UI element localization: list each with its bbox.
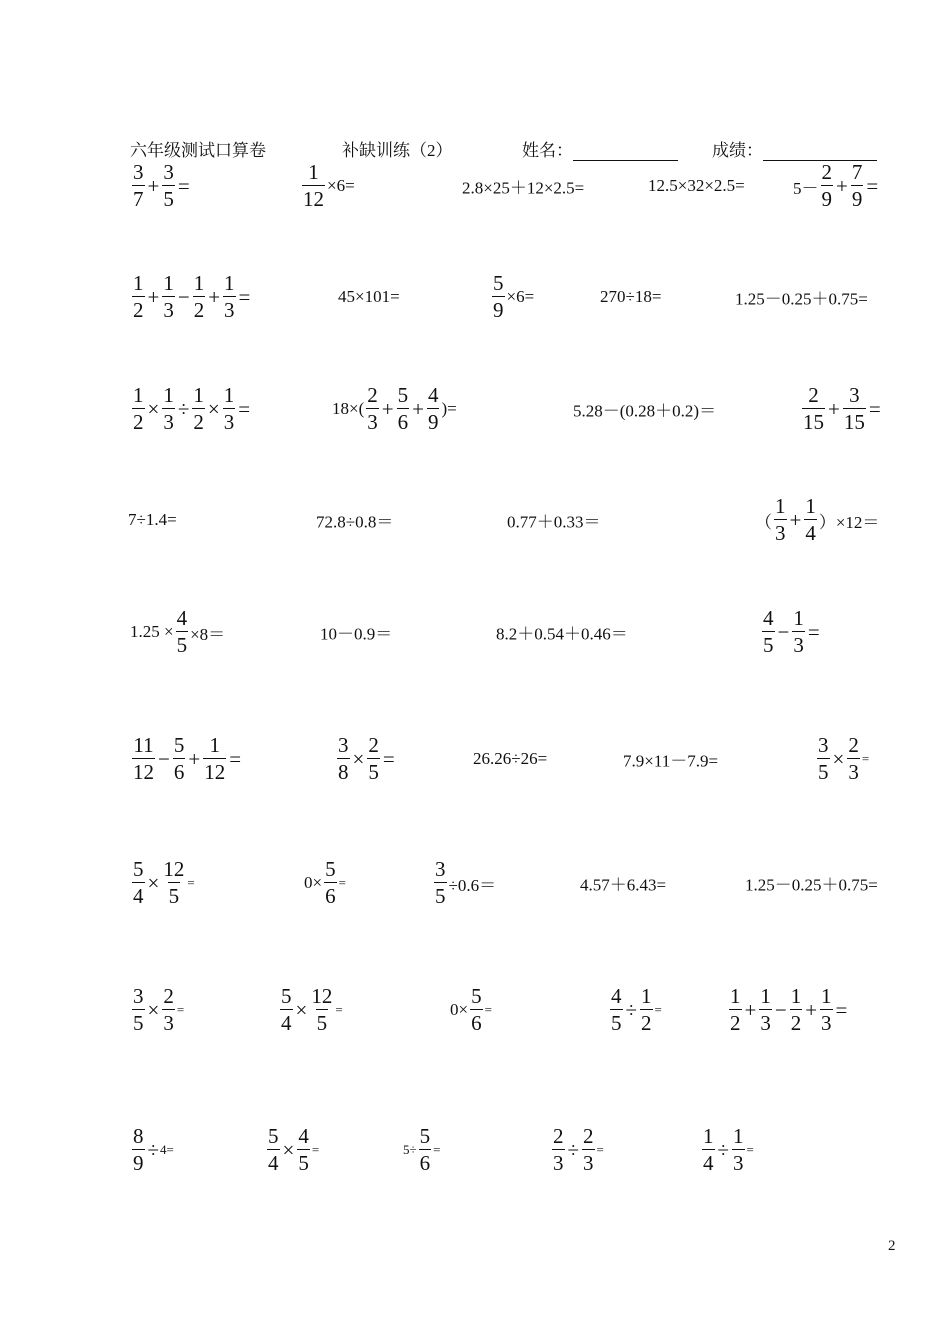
fraction	[790, 986, 803, 1034]
fraction	[397, 385, 410, 433]
expression-text: =	[861, 751, 870, 766]
expression-text: 1.25－0.25＋0.75=	[745, 875, 878, 895]
problem-40	[403, 1126, 440, 1174]
name-blank[interactable]	[573, 142, 678, 161]
expression-text: ÷0.6＝	[448, 875, 497, 895]
numerator: 4	[427, 383, 439, 407]
expression-text: 10－0.9＝	[320, 624, 393, 644]
denominator: 15	[843, 410, 865, 434]
numerator: 3	[133, 984, 144, 1008]
expression-text: =	[484, 1002, 492, 1017]
operator: ÷	[147, 1137, 160, 1162]
fraction	[792, 608, 805, 656]
problem-41	[550, 1126, 604, 1174]
numerator: 4	[763, 606, 774, 630]
expression-text: ×8＝	[190, 624, 226, 644]
expression-text: =	[176, 1002, 185, 1017]
problem-8	[490, 273, 534, 321]
expression-text: 26.26÷26=	[473, 749, 548, 768]
fraction	[367, 735, 380, 783]
denominator: 12	[133, 760, 154, 784]
fraction	[162, 986, 175, 1034]
fraction	[759, 986, 772, 1034]
expression-text: 5－	[793, 178, 819, 198]
denominator: 5	[368, 760, 379, 784]
fraction	[193, 273, 206, 321]
denominator: 2	[133, 410, 144, 434]
expression-text: =	[338, 875, 346, 890]
fraction	[732, 1126, 745, 1174]
operator: =	[868, 396, 881, 421]
fraction	[729, 986, 742, 1034]
fraction	[610, 986, 623, 1034]
problem-18	[755, 496, 879, 544]
numerator: 5	[281, 984, 292, 1008]
numerator: 5	[397, 383, 409, 407]
numerator: 2	[367, 383, 378, 407]
numerator: 1	[163, 271, 174, 295]
operator: ÷	[567, 1137, 580, 1162]
problem-17	[507, 508, 601, 533]
fraction	[132, 859, 145, 907]
fraction	[162, 273, 175, 321]
problem-2	[300, 162, 355, 210]
operator: ×	[282, 1137, 295, 1162]
numerator: 11	[133, 733, 154, 757]
problem-36	[608, 986, 662, 1034]
numerator: 1	[730, 984, 741, 1008]
problem-12	[332, 385, 457, 433]
problem-31	[580, 871, 666, 896]
denominator: 3	[367, 410, 378, 434]
operator: ×	[832, 746, 845, 771]
fraction	[851, 162, 864, 210]
denominator: 9	[821, 187, 832, 211]
problem-9	[600, 287, 661, 307]
expression-text: 5÷	[403, 1142, 417, 1157]
problem-33	[130, 986, 184, 1034]
denominator: 5	[316, 1011, 328, 1035]
numerator: 1	[703, 1124, 714, 1148]
denominator: 5	[818, 760, 829, 784]
numerator: 5	[419, 1124, 431, 1148]
operator: ×	[295, 997, 308, 1022]
fraction	[847, 735, 860, 783]
score-blank[interactable]	[763, 142, 877, 161]
fraction	[434, 859, 447, 907]
problem-14	[800, 385, 882, 433]
denominator: 4	[281, 1011, 292, 1035]
fraction	[820, 986, 833, 1034]
operator: −	[777, 619, 790, 644]
denominator: 2	[193, 410, 204, 434]
problem-7	[338, 287, 400, 307]
expression-text: 0.77＋0.33＝	[507, 512, 601, 532]
denominator: 5	[168, 884, 180, 908]
denominator: 7	[133, 187, 144, 211]
fraction	[821, 162, 834, 210]
denominator: 5	[133, 1011, 144, 1035]
operator: −	[774, 997, 787, 1022]
problem-25	[473, 749, 547, 769]
page-title: 六年级测试口算卷	[130, 141, 266, 160]
denominator: 9	[133, 1151, 144, 1175]
numerator: 3	[338, 733, 349, 757]
operator: ÷	[625, 997, 638, 1022]
denominator: 4	[805, 521, 816, 545]
fraction	[702, 1126, 715, 1174]
expression-text: 12.5×32×2.5=	[648, 176, 745, 195]
denominator: 2	[133, 298, 144, 322]
operator: =	[238, 284, 251, 309]
fraction	[337, 735, 350, 783]
denominator: 3	[163, 1011, 174, 1035]
fraction	[366, 385, 379, 433]
problem-23	[130, 735, 242, 783]
problem-32	[745, 871, 878, 896]
numerator: 2	[368, 733, 379, 757]
numerator: 4	[298, 1124, 309, 1148]
denominator: 3	[793, 633, 804, 657]
problem-35	[450, 986, 492, 1034]
numerator: 1	[821, 984, 832, 1008]
operator: =	[807, 619, 820, 644]
operator: −	[158, 746, 170, 771]
problem-1	[130, 162, 191, 210]
numerator: 2	[821, 160, 832, 184]
problem-10	[735, 285, 868, 310]
fraction	[297, 1126, 310, 1174]
fraction	[492, 273, 505, 321]
denominator: 2	[730, 1011, 741, 1035]
denominator: 4	[703, 1151, 714, 1175]
numerator: 1	[133, 271, 144, 295]
numerator: 2	[808, 383, 819, 407]
expression-text: 1.25 ×	[130, 622, 174, 641]
numerator: 5	[325, 857, 336, 881]
expression-text: 4=	[160, 1142, 174, 1157]
expression-text: 45×101=	[338, 287, 400, 306]
denominator: 12	[303, 187, 324, 211]
denominator: 5	[176, 633, 188, 657]
score-label: 成绩：	[712, 141, 763, 160]
score-field[interactable]	[712, 136, 877, 161]
expression-text: 0×	[450, 1000, 469, 1019]
denominator: 5	[435, 884, 446, 908]
name-label: 姓名：	[522, 141, 573, 160]
fraction	[162, 162, 175, 210]
fraction	[132, 986, 145, 1034]
numerator: 8	[133, 1124, 144, 1148]
expression-text: 72.8÷0.8＝	[316, 512, 394, 532]
expression-text: =	[187, 875, 195, 890]
name-field[interactable]	[522, 136, 678, 161]
expression-text: 18×(	[332, 399, 365, 418]
problem-6	[130, 273, 251, 321]
denominator: 6	[471, 1011, 482, 1035]
page-number: 2	[888, 1238, 896, 1254]
problem-4	[648, 176, 745, 196]
denominator: 6	[173, 760, 185, 784]
denominator: 15	[803, 410, 824, 434]
expression-text: ）×12＝	[818, 512, 880, 532]
numerator: 1	[308, 160, 319, 184]
operator: −	[177, 284, 190, 309]
fraction	[280, 986, 293, 1034]
fraction	[762, 608, 775, 656]
problem-27	[815, 735, 869, 783]
operator: =	[229, 746, 242, 771]
operator: =	[177, 173, 190, 198]
expression-text: 0×	[304, 873, 323, 892]
problem-5	[793, 162, 879, 210]
operator: +	[188, 746, 201, 771]
problem-37	[727, 986, 848, 1034]
denominator: 4	[268, 1151, 279, 1175]
numerator: 3	[133, 160, 144, 184]
numerator: 1	[793, 606, 804, 630]
problem-21	[496, 620, 628, 645]
numerator: 2	[163, 984, 174, 1008]
operator: =	[866, 173, 879, 198]
fraction	[817, 735, 830, 783]
denominator: 5	[163, 187, 174, 211]
fraction	[552, 1126, 565, 1174]
denominator: 6	[419, 1151, 431, 1175]
expression-text: ×6=	[327, 176, 355, 195]
operator: ÷	[717, 1137, 730, 1162]
numerator: 1	[193, 271, 205, 295]
expression-text: 270÷18=	[600, 287, 662, 306]
problem-20	[320, 620, 392, 645]
denominator: 2	[641, 1011, 652, 1035]
operator: ×	[147, 870, 160, 895]
denominator: 2	[193, 298, 205, 322]
numerator: 1	[733, 1124, 744, 1148]
problem-3	[462, 174, 584, 199]
fraction	[132, 162, 145, 210]
problem-26	[623, 747, 718, 772]
denominator: 5	[611, 1011, 622, 1035]
fraction	[192, 385, 205, 433]
fraction	[774, 496, 787, 544]
operator: +	[744, 997, 757, 1022]
operator: ×	[352, 746, 365, 771]
denominator: 5	[298, 1151, 309, 1175]
denominator: 6	[325, 884, 336, 908]
fraction	[302, 162, 325, 210]
fraction	[470, 986, 483, 1034]
fraction	[176, 608, 189, 656]
page-subtitle: 补缺训练（2）	[342, 141, 453, 160]
denominator: 3	[163, 410, 174, 434]
expression-text: =	[433, 1142, 441, 1157]
denominator: 8	[338, 760, 349, 784]
expression-text: =	[596, 1142, 604, 1157]
numerator: 5	[268, 1124, 279, 1148]
problem-39	[265, 1126, 319, 1174]
problem-11	[130, 385, 251, 433]
expression-text: =	[654, 1002, 662, 1017]
problem-24	[335, 735, 396, 783]
expression-text: 7÷1.4=	[128, 510, 177, 529]
denominator: 3	[224, 298, 235, 322]
denominator: 3	[848, 760, 859, 784]
fraction	[132, 1126, 145, 1174]
operator: +	[836, 173, 848, 198]
numerator: 2	[583, 1124, 594, 1148]
operator: =	[382, 746, 395, 771]
numerator: 5	[493, 271, 504, 295]
numerator: 3	[163, 160, 174, 184]
numerator: 1	[193, 383, 204, 407]
operator: +	[789, 507, 802, 532]
denominator: 5	[763, 633, 774, 657]
numerator: 1	[223, 383, 235, 407]
fraction	[223, 385, 236, 433]
numerator: 5	[133, 857, 144, 881]
problem-19	[130, 608, 225, 656]
expression-text: 7.9×11－7.9=	[623, 751, 719, 771]
expression-text: 4.57＋6.43=	[580, 875, 667, 895]
denominator: 3	[821, 1011, 832, 1035]
denominator: 2	[790, 1011, 802, 1035]
numerator: 12	[311, 984, 333, 1008]
fraction	[162, 859, 185, 907]
numerator: 1	[641, 984, 652, 1008]
expression-text: =	[746, 1142, 754, 1157]
denominator: 3	[553, 1151, 564, 1175]
problem-34	[278, 986, 343, 1034]
expression-text: 2.8×25＋12×2.5=	[462, 178, 585, 198]
problem-42	[700, 1126, 754, 1174]
fraction	[804, 496, 817, 544]
denominator: 3	[223, 410, 235, 434]
numerator: 3	[818, 733, 829, 757]
operator: +	[828, 396, 840, 421]
fraction	[310, 986, 333, 1034]
expression-text: ×6=	[506, 287, 535, 306]
operator: +	[381, 396, 394, 421]
numerator: 3	[849, 383, 860, 407]
numerator: 1	[760, 984, 771, 1008]
operator: +	[147, 173, 160, 198]
numerator: 4	[611, 984, 622, 1008]
problem-29	[304, 859, 346, 907]
numerator: 5	[173, 733, 185, 757]
expression-text: )=	[441, 399, 457, 418]
problem-16	[316, 508, 393, 533]
numerator: 1	[775, 494, 786, 518]
operator: +	[147, 284, 160, 309]
denominator: 9	[493, 298, 504, 322]
fraction	[419, 1126, 432, 1174]
numerator: 1	[805, 494, 816, 518]
denominator: 3	[733, 1151, 744, 1175]
numerator: 1	[209, 733, 220, 757]
numerator: 1	[224, 271, 235, 295]
fraction	[324, 859, 337, 907]
numerator: 1	[163, 383, 174, 407]
fraction	[427, 385, 440, 433]
denominator: 3	[775, 521, 786, 545]
denominator: 9	[427, 410, 439, 434]
operator: =	[238, 396, 251, 421]
problem-38	[130, 1126, 174, 1174]
denominator: 4	[133, 884, 144, 908]
problem-28	[130, 859, 195, 907]
fraction	[843, 385, 866, 433]
expression-text: 5.28－(0.28＋0.2)＝	[573, 401, 717, 421]
expression-text: 8.2＋0.54＋0.46＝	[496, 624, 628, 644]
problem-30	[432, 859, 496, 907]
fraction	[802, 385, 825, 433]
operator: ÷	[177, 396, 190, 421]
operator: +	[412, 396, 424, 421]
numerator: 2	[553, 1124, 564, 1148]
fraction	[132, 273, 145, 321]
numerator: 12	[163, 857, 185, 881]
fraction	[582, 1126, 595, 1174]
numerator: 4	[176, 606, 188, 630]
fraction	[267, 1126, 280, 1174]
numerator: 2	[848, 733, 859, 757]
expression-text: 1.25－0.25＋0.75=	[735, 289, 868, 309]
numerator: 3	[435, 857, 446, 881]
operator: ×	[147, 396, 160, 421]
numerator: 1	[790, 984, 802, 1008]
expression-text: =	[311, 1142, 320, 1157]
denominator: 3	[163, 298, 174, 322]
expression-text: =	[335, 1002, 343, 1017]
problem-22	[760, 608, 821, 656]
denominator: 3	[583, 1151, 594, 1175]
fraction	[640, 986, 653, 1034]
fraction	[162, 385, 175, 433]
numerator: 5	[471, 984, 482, 1008]
fraction	[132, 385, 145, 433]
numerator: 7	[851, 160, 863, 184]
expression-text: （	[755, 512, 772, 532]
operator: +	[805, 997, 818, 1022]
denominator: 9	[851, 187, 863, 211]
fraction	[223, 273, 236, 321]
fraction	[173, 735, 186, 783]
denominator: 12	[204, 760, 226, 784]
denominator: 3	[760, 1011, 771, 1035]
operator: =	[835, 997, 848, 1022]
fraction	[132, 735, 155, 783]
problem-13	[573, 397, 716, 422]
operator: +	[208, 284, 221, 309]
operator: ×	[147, 997, 160, 1022]
problem-15	[128, 510, 177, 530]
denominator: 6	[397, 410, 409, 434]
fraction	[203, 735, 226, 783]
numerator: 1	[133, 383, 144, 407]
operator: ×	[207, 396, 220, 421]
